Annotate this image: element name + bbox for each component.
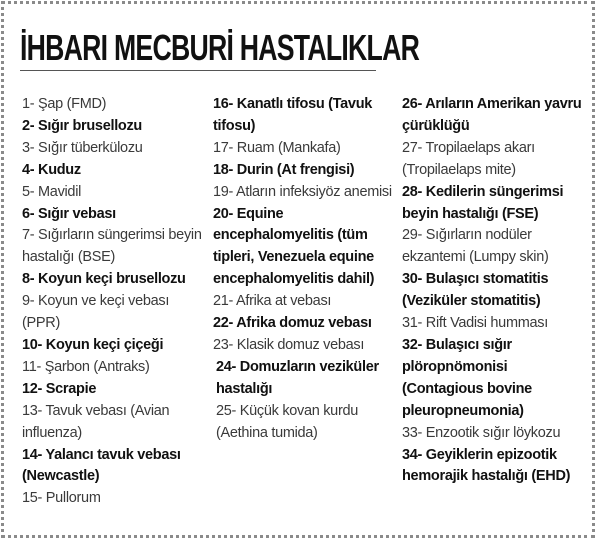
list-item: 33- Enzootik sığır löykozu — [402, 424, 561, 441]
list-item: 9- Koyun ve keçi vebası (PPR) — [22, 293, 170, 332]
list-item: 12- Scrapie — [22, 380, 97, 397]
list-item: 11- Şarbon (Antraks) — [22, 358, 150, 375]
list-item: 6- Sığır vebası — [22, 205, 116, 222]
list-item: 7- Sığırların süngerimsi beyin hastalığı (BSE) — [22, 227, 202, 266]
list-item: 3- Sığır tüberkülozu — [22, 139, 143, 156]
list-item: 26- Arıların Amerikan yavru çürüklüğü — [402, 96, 582, 134]
list-item: 34- Geyiklerin epizootik hemorajik hastalığı (EHD) — [402, 446, 571, 485]
list-item: 1- Şap (FMD) — [22, 96, 107, 112]
list-item: 15- Pullorum — [22, 490, 101, 507]
list-item: 19- Atların infeksiyöz anemisi — [213, 183, 392, 200]
list-item: 2- Sığır brusellozu — [22, 117, 142, 134]
list-item: 27- Tropilaelaps akarı (Tropilaelaps mite) — [402, 139, 535, 178]
list-item: 22- Afrika domuz vebası — [213, 315, 372, 332]
list-item: 16- Kanatlı tifosu (Tavuk tifosu) — [213, 96, 373, 134]
list-item: 32- Bulaşıcı sığır plöropnömonisi (Contagious bovine pleuropneumonia) — [402, 336, 532, 419]
list-item: 20- Equine encephalomyelitis (tüm tipleri, Venezuela equine encephalomyelitis dahil) — [213, 205, 375, 288]
page-title: İHBARI MECBURİ HASTALIKLAR — [20, 27, 420, 68]
list-item: 31- Rift Vadisi humması — [402, 315, 548, 332]
list-item: 29- Sığırların nodüler ekzantemi (Lumpy skin) — [402, 227, 549, 266]
disease-list-column-1 — [22, 94, 207, 510]
list-item: 4- Kuduz — [22, 161, 81, 178]
list-item: 28- Kedilerin süngerimsi beyin hastalığı (FSE) — [402, 183, 564, 222]
title-underline — [20, 70, 376, 71]
disease-list-column-3 — [402, 94, 587, 488]
list-item: 5- Mavidil — [22, 183, 82, 200]
list-item: 10- Koyun keçi çiçeği — [22, 336, 164, 353]
list-item: 17- Ruam (Mankafa) — [213, 139, 341, 156]
list-item: 25- Küçük kovan kurdu (Aethina tumida) — [216, 402, 359, 441]
disease-list-column-2 — [213, 94, 398, 445]
list-item: 23- Klasik domuz vebası — [213, 336, 365, 353]
list-item: 18- Durin (At frengisi) — [213, 161, 355, 178]
list-item: 8- Koyun keçi brusellozu — [22, 271, 186, 288]
list-item: 30- Bulaşıcı stomatitis (Veziküler stomatitis) — [402, 271, 549, 310]
list-item: 14- Yalancı tavuk vebası (Newcastle) — [22, 446, 181, 485]
list-item: 21- Afrika at vebası — [213, 293, 332, 310]
list-item: 24- Domuzların veziküler hastalığı — [216, 358, 379, 397]
list-item: 13- Tavuk vebası (Avian influenza) — [22, 402, 170, 441]
